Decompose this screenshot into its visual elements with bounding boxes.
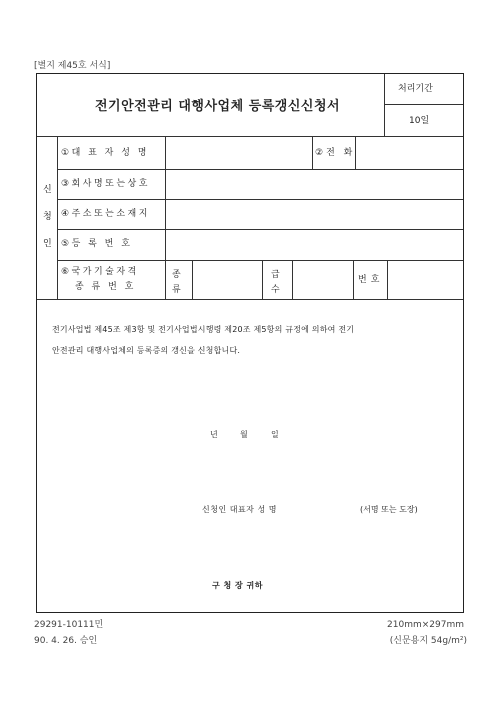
- address-field[interactable]: [166, 200, 463, 229]
- rep-name-label: ①대 표 자 성 명: [61, 148, 149, 158]
- phone-field[interactable]: [356, 137, 463, 169]
- form-number: [별지 제45호 서식]: [34, 61, 111, 71]
- rep-name-field[interactable]: [166, 137, 312, 169]
- declaration-line-1: 전기사업법 제45조 제3항 및 전기사업법시행령 제20조 제5항의 규정에 의하여 전기: [52, 325, 355, 334]
- registration-number-field[interactable]: [166, 230, 463, 260]
- date-year: 년: [210, 430, 218, 439]
- processing-period-value: 10일: [409, 116, 430, 126]
- addressee: 구 청 장 귀하: [212, 581, 263, 590]
- license-grade-field[interactable]: [293, 261, 353, 299]
- license-kind-field[interactable]: [193, 261, 262, 299]
- kind-label: 종류: [172, 270, 181, 295]
- form-title: 전기안전관리 대행사업체 등록갱신신청서: [95, 99, 341, 114]
- applicant-label-3: 인: [43, 239, 52, 249]
- license-label: ⑥국가기술자격: [61, 267, 139, 277]
- processing-period-label: 처리기간: [398, 84, 433, 94]
- registration-number-label: ⑤등 록 번 호: [61, 239, 133, 249]
- grade-label: 급수: [271, 270, 280, 295]
- paper-type: (신문용지 54g/m²): [389, 636, 467, 646]
- signer-label: 신청인 대표자 성 명: [202, 505, 277, 514]
- license-label-2: 종 류 번 호: [75, 282, 136, 292]
- approval-date: 90. 4. 26. 승인: [34, 636, 98, 646]
- date-day: 일: [271, 430, 279, 439]
- company-field[interactable]: [166, 170, 463, 199]
- date-month: 월: [240, 430, 248, 439]
- applicant-label-1: 신: [43, 185, 52, 195]
- applicant-label-2: 청: [43, 212, 52, 222]
- number-label: 번호: [358, 275, 384, 285]
- declaration-line-2: 안전관리 대행사업체의 등록증의 갱신을 신청합니다.: [52, 346, 241, 355]
- paper-size: 210mm×297mm: [387, 620, 464, 630]
- phone-label: ②전 화: [315, 148, 356, 158]
- license-number-field[interactable]: [388, 261, 463, 299]
- signature-label: (서명 또는 도장): [360, 505, 418, 514]
- address-label: ④주소또는소재지: [61, 209, 150, 219]
- company-label: ③회사명또는상호: [61, 179, 150, 189]
- form-code: 29291-10111민: [34, 620, 104, 630]
